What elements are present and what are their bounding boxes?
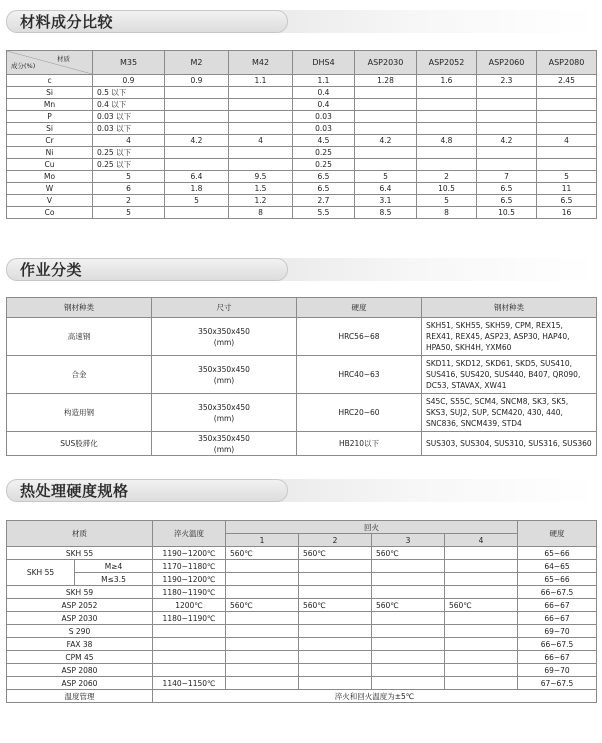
composition-value [417,87,477,99]
hardness-range: 64~65 [518,560,597,573]
composition-value [355,99,417,111]
composition-value [355,111,417,123]
temper-temp [299,638,372,651]
composition-value: 1.8 [165,183,229,195]
quench-temp: 1180~1190℃ [153,586,226,599]
composition-value: 0.25 以下 [93,159,165,171]
composition-value: 16 [537,207,597,219]
quench-temp: 1180~1190℃ [153,612,226,625]
heat-row [7,547,597,560]
composition-value: 1.1 [293,75,355,87]
heat-row [7,625,597,638]
composition-value [165,123,229,135]
composition-value: 0.03 以下 [93,111,165,123]
quench-temp [153,625,226,638]
temper-temp: 560℃ [299,599,372,612]
composition-value: 10.5 [417,183,477,195]
composition-value: 7 [477,171,537,183]
composition-value [355,87,417,99]
composition-value: 8.5 [355,207,417,219]
temper-temp [445,638,518,651]
composition-row [7,171,597,183]
application-table [6,297,597,456]
composition-value: 1.1 [229,75,293,87]
temper-temp: 560℃ [299,547,372,560]
material-label: ASP 2030 [7,612,153,625]
temperature-control-value: 淬火和回火温度为±5℃ [153,690,597,703]
composition-value: 4.8 [417,135,477,147]
temper-temp: 560℃ [372,547,445,560]
element-label: Co [7,207,93,219]
temper-temp [299,677,372,690]
temper-temp [445,664,518,677]
temper-temp [226,612,299,625]
composition-row [7,207,597,219]
size-cell [152,432,297,456]
temper-temp [226,573,299,586]
col-header: ASP2080 [537,51,597,75]
material-group-label: SKH 55 [7,560,75,586]
composition-value: 1.6 [417,75,477,87]
composition-value [229,111,293,123]
quench-header: 淬火温度 [153,521,226,547]
composition-body [7,75,597,219]
temper-col-header: 2 [299,534,372,547]
material-label: ASP 2080 [7,664,153,677]
composition-value: 4.2 [355,135,417,147]
steel-type: 构造用钢 [7,394,152,432]
temper-temp [226,586,299,599]
temper-temp [299,573,372,586]
hardness-range: 65~66 [518,547,597,560]
composition-value [229,147,293,159]
composition-value [417,99,477,111]
material-label: CPM 45 [7,651,153,664]
application-body [7,318,597,456]
application-header-row [7,298,597,318]
heat-row [7,664,597,677]
composition-value: 0.25 [293,147,355,159]
composition-row [7,195,597,207]
element-label: V [7,195,93,207]
application-section-header [6,258,596,281]
composition-value: 0.25 [293,159,355,171]
temper-temp [299,625,372,638]
heat-section-header [6,479,596,502]
composition-value [477,99,537,111]
composition-value: 0.03 [293,111,355,123]
size-value: 350x350x450 [198,364,250,374]
steel-type: 合金 [7,356,152,394]
temper-temp: 560℃ [226,547,299,560]
composition-value: 0.9 [93,75,165,87]
composition-value [417,147,477,159]
composition-value [477,123,537,135]
temperature-control-label: 温度管理 [7,690,153,703]
composition-section-header [6,10,596,33]
temper-temp [226,638,299,651]
composition-value: 5 [165,195,229,207]
composition-table [6,50,597,219]
temper-temp [299,586,372,599]
hardness-value: HRC40~63 [297,356,422,394]
temper-temp [445,560,518,573]
composition-value: 8 [229,207,293,219]
composition-value [477,159,537,171]
material-label: ASP 2060 [7,677,153,690]
quench-temp: 1140~1150℃ [153,677,226,690]
composition-value: 1.28 [355,75,417,87]
size-cell [152,394,297,432]
composition-value: 6.5 [293,183,355,195]
application-title: 作业分类 [20,261,83,279]
col-header: ASP2052 [417,51,477,75]
heat-row [7,612,597,625]
composition-value: 2 [417,171,477,183]
hardness-value: HRC56~68 [297,318,422,356]
material-label: FAX 38 [7,638,153,651]
quench-temp: 1200℃ [153,599,226,612]
element-label: Mn [7,99,93,111]
composition-value: 0.5 以下 [93,87,165,99]
element-label: Si [7,123,93,135]
composition-value: 0.4 以下 [93,99,165,111]
composition-value: 8 [417,207,477,219]
temper-temp [372,677,445,690]
composition-value: 2.7 [293,195,355,207]
composition-value [477,87,537,99]
hardness-range: 66~67.5 [518,638,597,651]
temper-temp [226,651,299,664]
temper-temp: 560℃ [372,599,445,612]
composition-value: 1.2 [229,195,293,207]
application-row [7,356,597,394]
composition-value [537,147,597,159]
composition-value [165,99,229,111]
temper-temp [299,664,372,677]
composition-value: 5 [537,171,597,183]
composition-row [7,159,597,171]
temperature-control-row [7,690,597,703]
composition-value [537,87,597,99]
quench-temp: 1190~1200℃ [153,547,226,560]
quench-temp [153,651,226,664]
material-header: 材质 [7,521,153,547]
temper-temp [445,651,518,664]
temper-temp [226,560,299,573]
temper-temp [372,586,445,599]
steel-type: SUS股滞化 [7,432,152,456]
temper-col-header: 1 [226,534,299,547]
composition-row [7,99,597,111]
composition-value: 6.5 [477,183,537,195]
composition-value: 5.5 [293,207,355,219]
hardness-range: 67~67.5 [518,677,597,690]
size-value: 350x350x450 [198,402,250,412]
temper-temp [372,560,445,573]
steel-grades: SUS303, SUS304, SUS310, SUS316, SUS360 [422,432,597,456]
application-row [7,432,597,456]
temper-temp [372,664,445,677]
corner-cell [7,51,93,75]
composition-value: 5 [355,171,417,183]
composition-value: 2 [93,195,165,207]
temper-temp [445,625,518,638]
hardness-value: HB210以下 [297,432,422,456]
col-header: ASP2030 [355,51,417,75]
hardness-range: 69~70 [518,664,597,677]
composition-title: 材料成分比较 [20,13,114,31]
composition-value: 0.03 以下 [93,123,165,135]
composition-value: 4.2 [165,135,229,147]
temper-col-header: 4 [445,534,518,547]
composition-value [165,159,229,171]
element-label: Cu [7,159,93,171]
composition-row [7,123,597,135]
application-row [7,394,597,432]
temper-temp [299,560,372,573]
heat-row [7,651,597,664]
composition-value: 4.5 [293,135,355,147]
composition-value [477,111,537,123]
hardness-value: HRC20~60 [297,394,422,432]
composition-row [7,135,597,147]
quench-temp: 1190~1200℃ [153,573,226,586]
heat-body [7,547,597,703]
element-label: P [7,111,93,123]
composition-value [537,99,597,111]
element-label: Mo [7,171,93,183]
composition-value: 6.5 [477,195,537,207]
composition-value: 0.4 [293,99,355,111]
composition-row [7,183,597,195]
composition-value: 4 [537,135,597,147]
composition-value: 6 [93,183,165,195]
hardness-header: 硬度 [518,521,597,547]
temper-temp [372,612,445,625]
hardness-range: 65~66 [518,573,597,586]
composition-row [7,87,597,99]
composition-header-row [7,51,597,75]
composition-value: 6.5 [537,195,597,207]
hardness-range: 66~67 [518,612,597,625]
composition-value: 10.5 [477,207,537,219]
composition-value: 0.4 [293,87,355,99]
composition-value [229,87,293,99]
quench-temp [153,664,226,677]
col-header: ASP2060 [477,51,537,75]
composition-value [417,111,477,123]
composition-value: 1.5 [229,183,293,195]
size-unit: (mm) [213,413,235,423]
col-header: DHS4 [293,51,355,75]
composition-value: 4 [93,135,165,147]
size-unit: (mm) [213,337,235,347]
composition-value: 9.5 [229,171,293,183]
heat-row [7,638,597,651]
composition-value [355,147,417,159]
composition-row [7,75,597,87]
col-header: M2 [165,51,229,75]
element-label: Si [7,87,93,99]
composition-value: 2.45 [537,75,597,87]
temper-temp [445,547,518,560]
application-row [7,318,597,356]
col-header: M35 [93,51,165,75]
steel-grades: SKH51, SKH55, SKH59, CPM, REX15, REX41, REX45, ASP23, ASP30, HAP40, HPA50, SKH4H, YXM60 [422,318,597,356]
composition-value [165,147,229,159]
material-label: S 290 [7,625,153,638]
composition-value [537,111,597,123]
hardness-range: 66~67 [518,651,597,664]
temper-temp [299,612,372,625]
composition-value: 0.9 [165,75,229,87]
quench-temp: 1170~1180℃ [153,560,226,573]
element-label: Cr [7,135,93,147]
composition-value [355,159,417,171]
composition-value [355,123,417,135]
heat-table [6,520,597,703]
composition-value [229,123,293,135]
heat-row [7,573,597,586]
material-label: SKH 55 [7,547,153,560]
element-label: W [7,183,93,195]
col-header: M42 [229,51,293,75]
composition-value: 5 [93,207,165,219]
composition-value [165,87,229,99]
material-sub-label: M≥4 [75,560,153,573]
heat-row [7,560,597,573]
size-unit: (mm) [213,375,235,385]
composition-value [229,159,293,171]
composition-value: 5 [93,171,165,183]
composition-value [417,123,477,135]
size-value: 350x350x450 [198,433,250,443]
hardness-range: 66~67 [518,599,597,612]
temper-temp [372,638,445,651]
composition-value [165,207,229,219]
col-header: 钢材种类 [422,298,597,318]
composition-value: 0.25 以下 [93,147,165,159]
temper-temp [372,651,445,664]
composition-value [537,159,597,171]
temper-temp [299,651,372,664]
composition-row [7,111,597,123]
composition-value [229,99,293,111]
quench-temp [153,638,226,651]
temper-temp [445,573,518,586]
composition-value [477,147,537,159]
steel-type: 高速钢 [7,318,152,356]
temper-temp [372,573,445,586]
steel-grades: SKD11, SKD12, SKD61, SKD5, SUS410, SUS416, SUS420, SUS440, B407, QR090, DC53, STAVAX, XW41 [422,356,597,394]
size-cell [152,356,297,394]
steel-grades: S45C, S55C, SCM4, SNCM8, SK3, SK5, SKS3, SUJ2, SUP, SCM420, 430, 440, SNC836, SNCM439, STD4 [422,394,597,432]
heat-header-row-1 [7,521,597,534]
temper-temp [226,677,299,690]
temper-temp [445,612,518,625]
temper-temp [226,664,299,677]
corner-top-label: 材质 [57,55,70,63]
heat-row [7,599,597,612]
size-value: 350x350x450 [198,326,250,336]
material-sub-label: M≤3.5 [75,573,153,586]
composition-value: 0.03 [293,123,355,135]
col-header: 硬度 [297,298,422,318]
composition-value [417,159,477,171]
corner-bottom-label: 成分(%) [11,62,36,70]
composition-value: 4 [229,135,293,147]
composition-value: 6.5 [293,171,355,183]
temper-header: 回火 [226,521,518,534]
element-label: Ni [7,147,93,159]
temper-col-header: 3 [372,534,445,547]
hardness-range: 69~70 [518,625,597,638]
temper-temp: 560℃ [226,599,299,612]
temper-temp [445,586,518,599]
composition-value: 6.4 [355,183,417,195]
heat-row [7,586,597,599]
composition-row [7,147,597,159]
col-header: 钢材种类 [7,298,152,318]
heat-title: 热处理硬度规格 [20,482,129,500]
material-label: ASP 2052 [7,599,153,612]
composition-value: 5 [417,195,477,207]
temper-temp [372,625,445,638]
hardness-range: 66~67.5 [518,586,597,599]
col-header: 尺寸 [152,298,297,318]
size-cell [152,318,297,356]
temper-temp [445,677,518,690]
composition-value: 4.2 [477,135,537,147]
size-unit: (mm) [213,444,235,454]
composition-value: 6.4 [165,171,229,183]
composition-value: 11 [537,183,597,195]
heat-row [7,677,597,690]
composition-value: 3.1 [355,195,417,207]
composition-value [537,123,597,135]
element-label: c [7,75,93,87]
composition-value: 2.3 [477,75,537,87]
composition-value [165,111,229,123]
material-label: SKH 59 [7,586,153,599]
temper-temp: 560℃ [445,599,518,612]
temper-temp [226,625,299,638]
